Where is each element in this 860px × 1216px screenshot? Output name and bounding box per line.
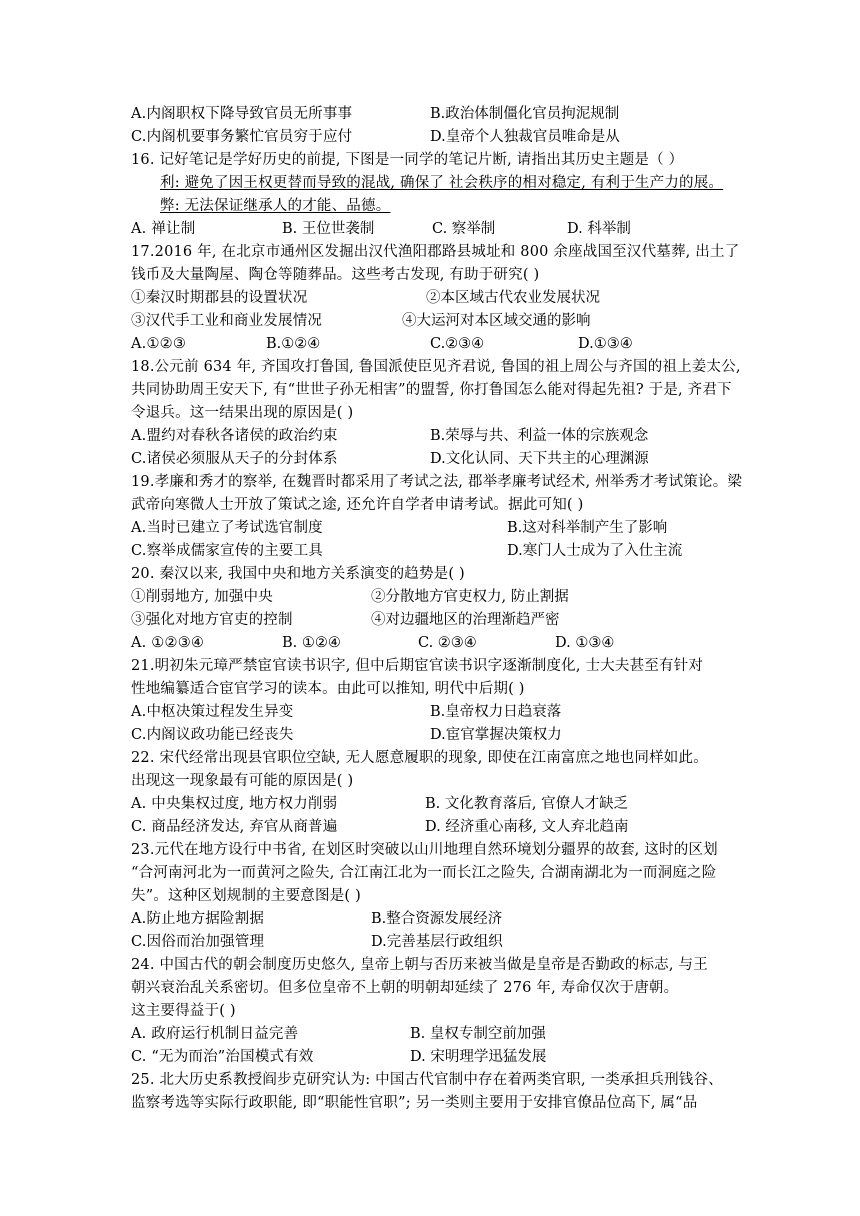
q22-option-a: A. 中央集权过度, 地方权力削弱 xyxy=(131,796,338,812)
q16-option-a: A. 禅让制 xyxy=(131,221,196,237)
q18-option-b: B.荣辱与共、利益一体的宗族观念 xyxy=(430,428,649,444)
q17-stem-1: 17.2016 年, 在北京市通州区发掘出汉代渔阳郡路县城址和 800 余座战国至汉代墓葬, 出土了 xyxy=(131,244,740,260)
q20-stem: 20. 秦汉以来, 我国中央和地方关系演变的趋势是( ) xyxy=(131,566,465,582)
q21-option-a: A.中枢决策过程发生异变 xyxy=(131,704,294,720)
q24-option-a: A. 政府运行机制日益完善 xyxy=(131,1026,299,1042)
q16-option-c: C. 察举制 xyxy=(432,221,496,237)
q19-option-c: C.察举成儒家宣传的主要工具 xyxy=(131,543,323,559)
q18-stem-1: 18.公元前 634 年, 齐国攻打鲁国, 鲁国派使臣见齐君说, 鲁国的祖上周公与齐国的祖上姜太公, xyxy=(131,359,741,375)
q23-option-d: D.完善基层行政组织 xyxy=(371,934,503,950)
q15-option-b: B.政治体制僵化官员拘泥规制 xyxy=(430,106,620,122)
q22-option-c: C. 商品经济发达, 弃官从商普遍 xyxy=(131,819,338,835)
q16-option-b: B. 王位世袭制 xyxy=(282,221,375,237)
q24-stem-2: 朝兴衰治乱关系密切。但多位皇帝不上朝的明朝却延续了 276 年, 寿命仅次于唐朝。 xyxy=(131,980,679,996)
q16-note-advantage: 利: 避免了因王权更替而导致的混战, 确保了 社会秩序的相对稳定, 有利于生产力的展。 xyxy=(160,175,724,191)
q17-option-b: B.①②④ xyxy=(266,336,321,352)
q18-option-d: D.文化认同、天下共主的心理渊源 xyxy=(430,451,649,467)
q20-option-d: D. ①③④ xyxy=(555,635,615,651)
q22-option-b: B. 文化教育落后, 官僚人才缺乏 xyxy=(425,796,629,812)
q22-stem-1: 22. 宋代经常出现县官职位空缺, 无人愿意履职的现象, 即使在江南富庶之地也同样如此。 xyxy=(131,750,708,766)
q23-stem-1: 23.元代在地方设行中书省, 在划区时突破以山川地理自然环境划分疆界的故套, 这时的区划 xyxy=(131,842,718,858)
q18-stem-3: 令退兵。这一结果出现的原因是( ) xyxy=(131,405,354,421)
q15-option-c: C.内阁机要事务繁忙官员穷于应付 xyxy=(131,129,353,145)
q21-option-d: D.宦官掌握决策权力 xyxy=(430,727,562,743)
q23-option-a: A.防止地方据险割据 xyxy=(131,911,265,927)
q18-stem-2: 共同协助周王安天下, 有“世世子孙无相害”的盟誓, 你打鲁国怎么能对得起先祖? 于是, 齐君下 xyxy=(131,382,732,398)
q19-stem-1: 19.孝廉和秀才的察举, 在魏晋时都采用了考试之法, 郡举孝廉考试经术, 州举秀才考试策论。梁 xyxy=(131,474,743,490)
q19-stem-2: 武帝向寒微人士开放了策试之途, 还允许自学者申请考试。据此可知( ) xyxy=(131,497,584,513)
q16-stem: 16. 记好笔记是学好历史的前提, 下图是一同学的笔记片断, 请指出其历史主题是（ ） xyxy=(131,152,684,168)
q20-option-a: A. ①②③④ xyxy=(131,635,205,651)
q17-item-2: ②本区域古代农业发展状况 xyxy=(426,290,600,306)
q20-item-3: ③强化对地方官吏的控制 xyxy=(131,612,293,628)
q15-option-d: D.皇帝个人独裁官员唯命是从 xyxy=(430,129,620,145)
q19-option-d: D.寒门人士成为了入仕主流 xyxy=(507,543,683,559)
q21-stem-2: 性地编纂适合宦官学习的读本。由此可以推知, 明代中后期( ) xyxy=(131,681,525,697)
q17-item-1: ①秦汉时期郡县的设置状况 xyxy=(131,290,308,306)
q23-option-b: B.整合资源发展经济 xyxy=(371,911,503,927)
q17-option-a: A.①②③ xyxy=(131,336,187,352)
q17-option-c: C.②③④ xyxy=(430,336,485,352)
q17-option-d: D.①③④ xyxy=(578,336,633,352)
q24-stem-3: 这主要得益于( ) xyxy=(131,1003,236,1019)
q19-option-a: A.当时已建立了考试选官制度 xyxy=(131,520,323,536)
q24-stem-1: 24. 中国古代的朝会制度历史悠久, 皇帝上朝与否历来被当做是皇帝是否勤政的标志, 与王 xyxy=(131,957,708,973)
q18-option-a: A.盟约对春秋各诸侯的政治约束 xyxy=(131,428,338,444)
q24-option-d: D. 宋明理学迅猛发展 xyxy=(410,1049,547,1065)
q20-option-b: B. ①②④ xyxy=(282,635,341,651)
q22-stem-2: 出现这一现象最有可能的原因是( ) xyxy=(131,773,354,789)
q23-stem-3: 失”。这种区划规制的主要意图是( ) xyxy=(131,888,361,904)
q21-stem-1: 21.明初朱元璋严禁宦官读书识字, 但中后期宦官读书识字逐渐制度化, 士大夫甚至有针对 xyxy=(131,658,704,674)
q20-item-1: ①削弱地方, 加强中央 xyxy=(131,589,273,605)
q20-item-4: ④对边疆地区的治理渐趋严密 xyxy=(371,612,560,628)
q21-option-b: B.皇帝权力日趋衰落 xyxy=(430,704,562,720)
q18-option-c: C.诸侯必须服从天子的分封体系 xyxy=(131,451,338,467)
q23-option-c: C.因俗而治加强管理 xyxy=(131,934,265,950)
q15-option-a: A.内阁职权下降导致官员无所事事 xyxy=(131,106,353,122)
q25-stem-1: 25. 北大历史系教授阎步克研究认为: 中国古代官制中存在着两类官职, 一类承担兵刑钱谷、 xyxy=(131,1072,723,1088)
q23-stem-2: “合河南河北为一而黄河之险失, 合江南江北为一而长江之险失, 合湖南湖北为一而洞庭之险 xyxy=(131,865,717,881)
q22-option-d: D. 经济重心南移, 文人弃北趋南 xyxy=(425,819,629,835)
q24-option-c: C. “无为而治”治国模式有效 xyxy=(131,1049,314,1065)
q16-option-d: D. 科举制 xyxy=(567,221,631,237)
q17-item-4: ④大运河对本区域交通的影响 xyxy=(402,313,591,329)
q17-item-3: ③汉代手工业和商业发展情况 xyxy=(131,313,323,329)
q17-stem-2: 钱币及大量陶屋、陶仓等随葬品。这些考古发现, 有助于研究( ) xyxy=(131,267,540,283)
q20-option-c: C. ②③④ xyxy=(418,635,477,651)
q25-stem-2: 监察考选等实际行政职能, 即“职能性官职”; 另一类则主要用于安排官僚品位高下, 属“品 xyxy=(131,1095,698,1111)
q20-item-2: ②分散地方官吏权力, 防止割据 xyxy=(371,589,569,605)
q19-option-b: B.这对科举制产生了影响 xyxy=(507,520,668,536)
q16-note-disadvantage: 弊: 无法保证继承人的才能、品德。 xyxy=(160,198,391,214)
q21-option-c: C.内阁议政功能已经丧失 xyxy=(131,727,294,743)
q24-option-b: B. 皇权专制空前加强 xyxy=(410,1026,546,1042)
